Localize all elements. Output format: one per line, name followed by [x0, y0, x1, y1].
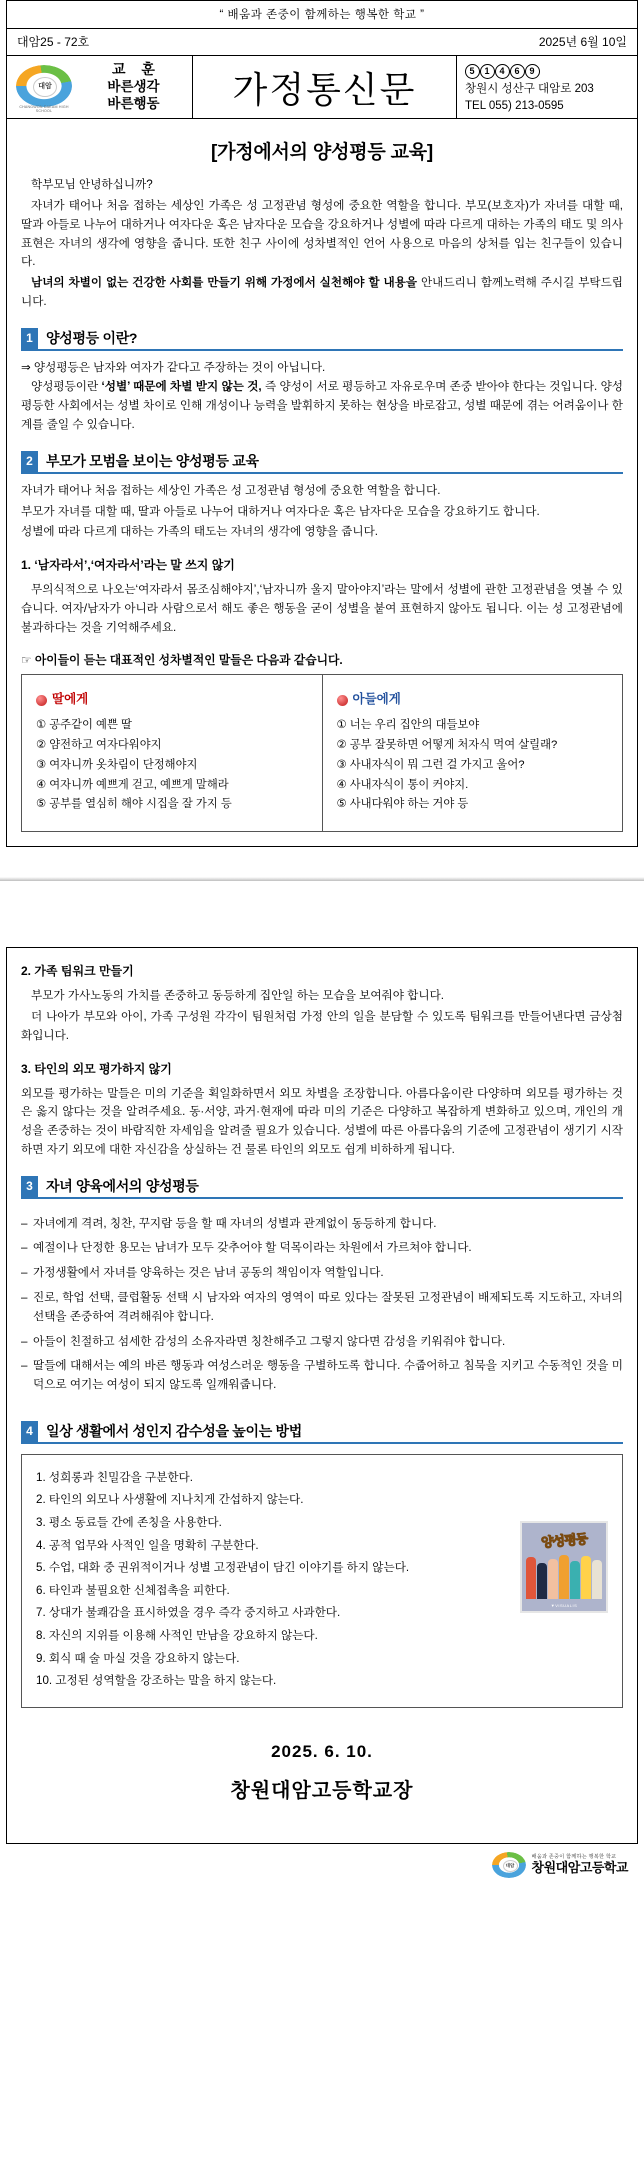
list-item: 8. 자신의 지위를 이용해 사적인 만남을 강요하지 않는다. [36, 1629, 318, 1643]
section-head-3 [21, 1176, 623, 1199]
son-heading-label: 아들에게 [352, 692, 401, 707]
section-2-paragraph: 부모가 자녀를 대할 때, 딸과 아들로 나누어 대하거나 여자다운 혹은 남자다운 모습을 강요하기도 합니다. [21, 504, 540, 518]
creed-line-2: 바른행동 [107, 95, 160, 111]
list-item: ③ 사내자식이 뭐 그런 걸 가지고 울어? [336, 758, 525, 771]
footer-motto: 배움과 존중이 함께하는 행복한 학교 [531, 1853, 617, 1860]
footer-logo-core-label: 대암 [503, 1860, 518, 1872]
section-1-arrow-line: ⇒ 양성평등은 남자와 여자가 같다고 주장하는 것이 아닙니다. [21, 360, 326, 374]
school-creed [81, 61, 186, 112]
poster-figure [581, 1556, 591, 1599]
son-heading [337, 689, 613, 711]
list-item: 5. 수업, 대화 중 권위적이거나 성별 고정관념이 담긴 이야기를 하지 않는다. [36, 1561, 410, 1575]
school-phone: TEL 055) 213-0595 [465, 99, 564, 112]
son-cell [322, 675, 623, 832]
section-title-2: 부모가 모범을 보이는 양성평등 교육 [46, 452, 259, 469]
intro-rest-text: 안내드리니 함께노력해 주시길 부탁드립니다. [21, 276, 624, 308]
poster-figure [526, 1557, 536, 1599]
creed-label: 교 훈 [112, 61, 161, 78]
school-logo-icon [13, 61, 75, 113]
section-number-1: 1 [21, 328, 38, 349]
masthead-right [457, 56, 637, 118]
list-item: ① 공주같이 예쁜 딸 [36, 719, 132, 732]
section-head-2 [21, 451, 623, 474]
list-item: 1. 성희롱과 친밀감을 구분한다. [36, 1470, 193, 1484]
intro-paragraph: 자녀가 태어나 처음 접하는 세상인 가족은 성 고정관념 형성에 중요한 역할을 합니다. 부모(보호자)가 자녀를 대할 때, 딸과 아들로 나누어 대하거나 여자다운 혹은 남자다운 모습을 강요하거나 성별에 따라 다르게 대하는 가족의 태도 및 의사 표현은 자녀의 생각에 영향을 줍니다. 또한 친구 사이에 성차별적인 언어 사용으로 마음의 상처를 입는 친구들이 있습니다. [21, 198, 623, 269]
logo-core-label: 대암 [33, 77, 57, 97]
s1-rest: 즉 양성이 서로 평등하고 자유로우며 존중 받아야 한다는 것입니다. 양성 평등한 사회에서는 성별 차이로 인해 개성이나 능력을 발휘하지 못하는 현상을 바로잡고, 성별 때문에 겪는 어려움이나 한계를 줄일 수 있습니다. [21, 380, 623, 431]
section-number-2: 2 [21, 451, 38, 472]
footer-text-block [532, 1855, 628, 1875]
list-item: ③ 여자니까 옷차림이 단정해야지 [36, 758, 198, 771]
daughter-heading-label: 딸에게 [52, 692, 89, 707]
sheet-separator-rule [0, 877, 644, 881]
table-row [22, 675, 623, 832]
list-item: ② 얌전하고 여자다워야지 [36, 739, 162, 752]
s1-lead: 양성평등이란 [31, 380, 102, 394]
page-title: [가정에서의 양성평등 교육] [210, 142, 434, 164]
section-title-3: 자녀 양육에서의 양성평등 [46, 1177, 199, 1194]
section-title-1: 양성평등 이란? [46, 329, 138, 346]
footer-school-name: 창원대암고등학교 [531, 1859, 628, 1875]
practice-box [21, 1454, 623, 1708]
daughter-sayings-list [36, 716, 312, 815]
list-item: – 자녀에게 격려, 칭찬, 꾸지람 등을 할 때 자녀의 성별과 관계없이 동등하게 합니다. [21, 1215, 623, 1234]
list-item: 6. 타인과 불필요한 신체접촉을 피한다. [36, 1583, 230, 1597]
signoff-name: 창원대암고등학교장 [230, 1779, 414, 1802]
sayings-intro-line: ☞ 아이들이 듣는 대표적인 성차별적인 말들은 다음과 같습니다. [21, 653, 343, 668]
list-item: ⑤ 공부를 열심히 해야 시집을 잘 가지 등 [36, 798, 232, 811]
paper-title: 가정통신문 [232, 69, 417, 111]
subsection-2-paragraph: 더 나아가 부모와 아이, 가족 구성원 각각이 팀원처럼 가정 안의 일을 분담할 수 있도록 팀워크를 만들어낸다면 금상첨화입니다. [21, 1009, 623, 1042]
list-item: – 아들이 친절하고 섬세한 감성의 소유자라면 칭찬해주고 그렇지 않다면 감성을 키워줘야 합니다. [21, 1333, 623, 1352]
issue-number: 대암25 - 72호 [17, 35, 90, 49]
subsection-1-title: 1. ‘남자라서’,‘여자라서’라는 말 쓰지 않기 [21, 558, 235, 573]
zip-digit: 6 [510, 64, 525, 79]
section-head-4 [21, 1421, 623, 1444]
section-title-4: 일상 생활에서 성인지 감수성을 높이는 방법 [46, 1422, 302, 1439]
signoff-block [21, 1708, 623, 1829]
masthead [6, 56, 638, 119]
poster-figure [548, 1559, 558, 1599]
footer-school-logo-icon [492, 1852, 526, 1878]
school-motto-banner: “ 배움과 존중이 함께하는 행복한 학교 ” [6, 0, 638, 28]
section-body-2 [21, 474, 623, 832]
list-item: ⑤ 사내다워야 하는 거야 등 [336, 798, 469, 811]
zip-digit: 4 [495, 64, 510, 79]
poster-people-illustration [526, 1551, 602, 1599]
son-sayings-list [337, 716, 613, 815]
subsection-3-paragraph: 외모를 평가하는 말들은 미의 기준을 획일화하면서 외모 차별을 조장합니다. 아름다움이란 다양하며 외모를 평가하는 것은 옳지 않다는 것을 알려주세요. 동·서양, 과거·현재에 따라 미의 기준은 다양하고 복잡하게 변화하고 있으며, 개인의 개성을 존중하는 것이 바람직한 자세임을 알려줄 필요가 있습니다. 성별에 따른 아름다움의 기준에 고정관념이 생기기 시작하면 자기 외모에 대한 자신감을 상실하는 건 물론 타인의 외모도 쉽게 비하하게 됩니다. [21, 1086, 623, 1156]
signoff-date: 2025. 6. 10. [271, 1741, 373, 1761]
poster-figure [570, 1561, 580, 1599]
sheet-one [0, 0, 644, 847]
list-item: 10. 고정된 성역할을 강조하는 말을 하지 않는다. [36, 1674, 277, 1688]
list-item: 9. 회식 때 술 마실 것을 강요하지 않는다. [36, 1651, 240, 1665]
dot-icon [337, 695, 348, 706]
zip-code [465, 61, 631, 80]
masthead-left [7, 56, 193, 118]
poster-figure [559, 1555, 569, 1599]
list-item: 3. 평소 동료들 간에 존칭을 사용한다. [36, 1516, 222, 1530]
sayings-table [21, 674, 623, 832]
logo-sub-label: CHANGWON DAEAM HIGH SCHOOL [19, 105, 69, 114]
sheet-separator [0, 877, 644, 947]
subsection-3-title: 3. 타인의 외모 평가하지 않기 [21, 1061, 172, 1076]
intro-closing [21, 274, 623, 312]
list-item: – 예절이나 단정한 용모는 남녀가 모두 갖추어야 할 덕목이라는 차원에서 가르쳐야 합니다. [21, 1239, 623, 1258]
s1-bold: ‘성별’ 때문에 차별 받지 않는 것, [101, 380, 262, 394]
intro-greeting: 학부모님 안녕하십니까? [31, 178, 153, 192]
zip-digit: 9 [525, 64, 540, 79]
section-body-1 [21, 351, 623, 435]
list-item: 2. 타인의 외모나 사생활에 지나치게 간섭하지 않는다. [36, 1493, 304, 1507]
issue-bar [6, 28, 638, 56]
poster-credit: ▼VISUALIS [550, 1602, 578, 1608]
section-2-paragraph: 자녀가 태어나 처음 접하는 세상인 가족은 성 고정관념 형성에 중요한 역할을 합니다. [21, 483, 441, 497]
subsection-2-paragraph: 부모가 가사노동의 가치를 존중하고 동등하게 집안일 하는 모습을 보여줘야 합니다. [31, 989, 444, 1003]
subsection-1-paragraph: 무의식적으로 나오는‘여자라서 몸조심해야지’,‘남자니까 울지 말아야지’라는 말에서 성별에 관한 고정관념을 엿볼 수 있습니다. 여자/남자가 아니라 사람으로서 해도 좋은 행동을 굳이 성별을 붙여 표현하지 않아도 됩니다. 이는 성 고정관념에 불과하다는 것을 기억해주세요. [21, 583, 623, 634]
masthead-center [193, 56, 457, 118]
dot-icon [36, 695, 47, 706]
sensitivity-practice-list [36, 1467, 510, 1693]
list-item: 4. 공적 업무와 사적인 일을 명확히 구분한다. [36, 1538, 259, 1552]
page-footer [6, 1844, 638, 1888]
intro-bold-text: 남녀의 차별이 없는 건강한 사회를 만들기 위해 가정에서 실천해야 할 내용을 [31, 276, 418, 290]
list-item: ① 너는 우리 집안의 대들보야 [336, 719, 480, 732]
list-item: – 진로, 학업 선택, 클럽활동 선택 시 남자와 여자의 영역이 따로 있다는 잘못된 고정관념이 배제되도록 지도하고, 자녀의 선택을 존중하여 격려해줘야 합니다. [21, 1289, 623, 1327]
school-address: 창원시 성산구 대암로 203 [465, 82, 594, 95]
poster-title-text: 양성평등 [540, 1530, 588, 1550]
poster-figure [592, 1560, 602, 1599]
zip-digit: 5 [465, 64, 480, 79]
list-item: ② 공부 잘못하면 어떻게 처자식 먹여 살릴래? [336, 739, 558, 752]
section-body-3 [21, 1199, 623, 1395]
sheet-two-body [6, 947, 638, 1844]
daughter-cell [22, 675, 323, 832]
section-number-3: 3 [21, 1176, 38, 1197]
section-1-paragraph [21, 378, 623, 434]
list-item: 7. 상대가 불쾌감을 표시하였을 경우 즉각 중지하고 사과한다. [36, 1606, 341, 1620]
sheet-one-body [6, 119, 638, 847]
parenting-equality-list [21, 1215, 623, 1395]
gender-equality-poster-image [520, 1521, 608, 1613]
section-2-paragraph: 성별에 따라 다르게 대하는 가족의 태도는 자녀의 생각에 영향을 줍니다. [21, 525, 379, 539]
issue-date: 2025년 6월 10일 [538, 35, 627, 49]
sheet-two [0, 947, 644, 1888]
poster-figure [537, 1563, 547, 1599]
zip-digit: 1 [480, 64, 495, 79]
section-number-4: 4 [21, 1421, 38, 1442]
list-item: – 딸들에 대해서는 예의 바른 행동과 여성스러운 행동을 구별하도록 합니다. 수줍어하고 침묵을 지키고 수동적인 것을 미덕으로 여기는 여성이 되지 않도록 일깨워줍니다. [21, 1357, 623, 1395]
list-item: ④ 여자니까 예쁘게 걷고, 예쁘게 말해라 [36, 778, 229, 791]
list-item: ④ 사내자식이 통이 커야지. [336, 778, 469, 791]
section-head-1 [21, 328, 623, 351]
subsection-2-title: 2. 가족 팀워크 만들기 [21, 964, 134, 979]
creed-line-1: 바른생각 [107, 78, 160, 94]
daughter-heading [36, 689, 312, 711]
list-item: – 가정생활에서 자녀를 양육하는 것은 남녀 공동의 책임이자 역할입니다. [21, 1264, 623, 1283]
